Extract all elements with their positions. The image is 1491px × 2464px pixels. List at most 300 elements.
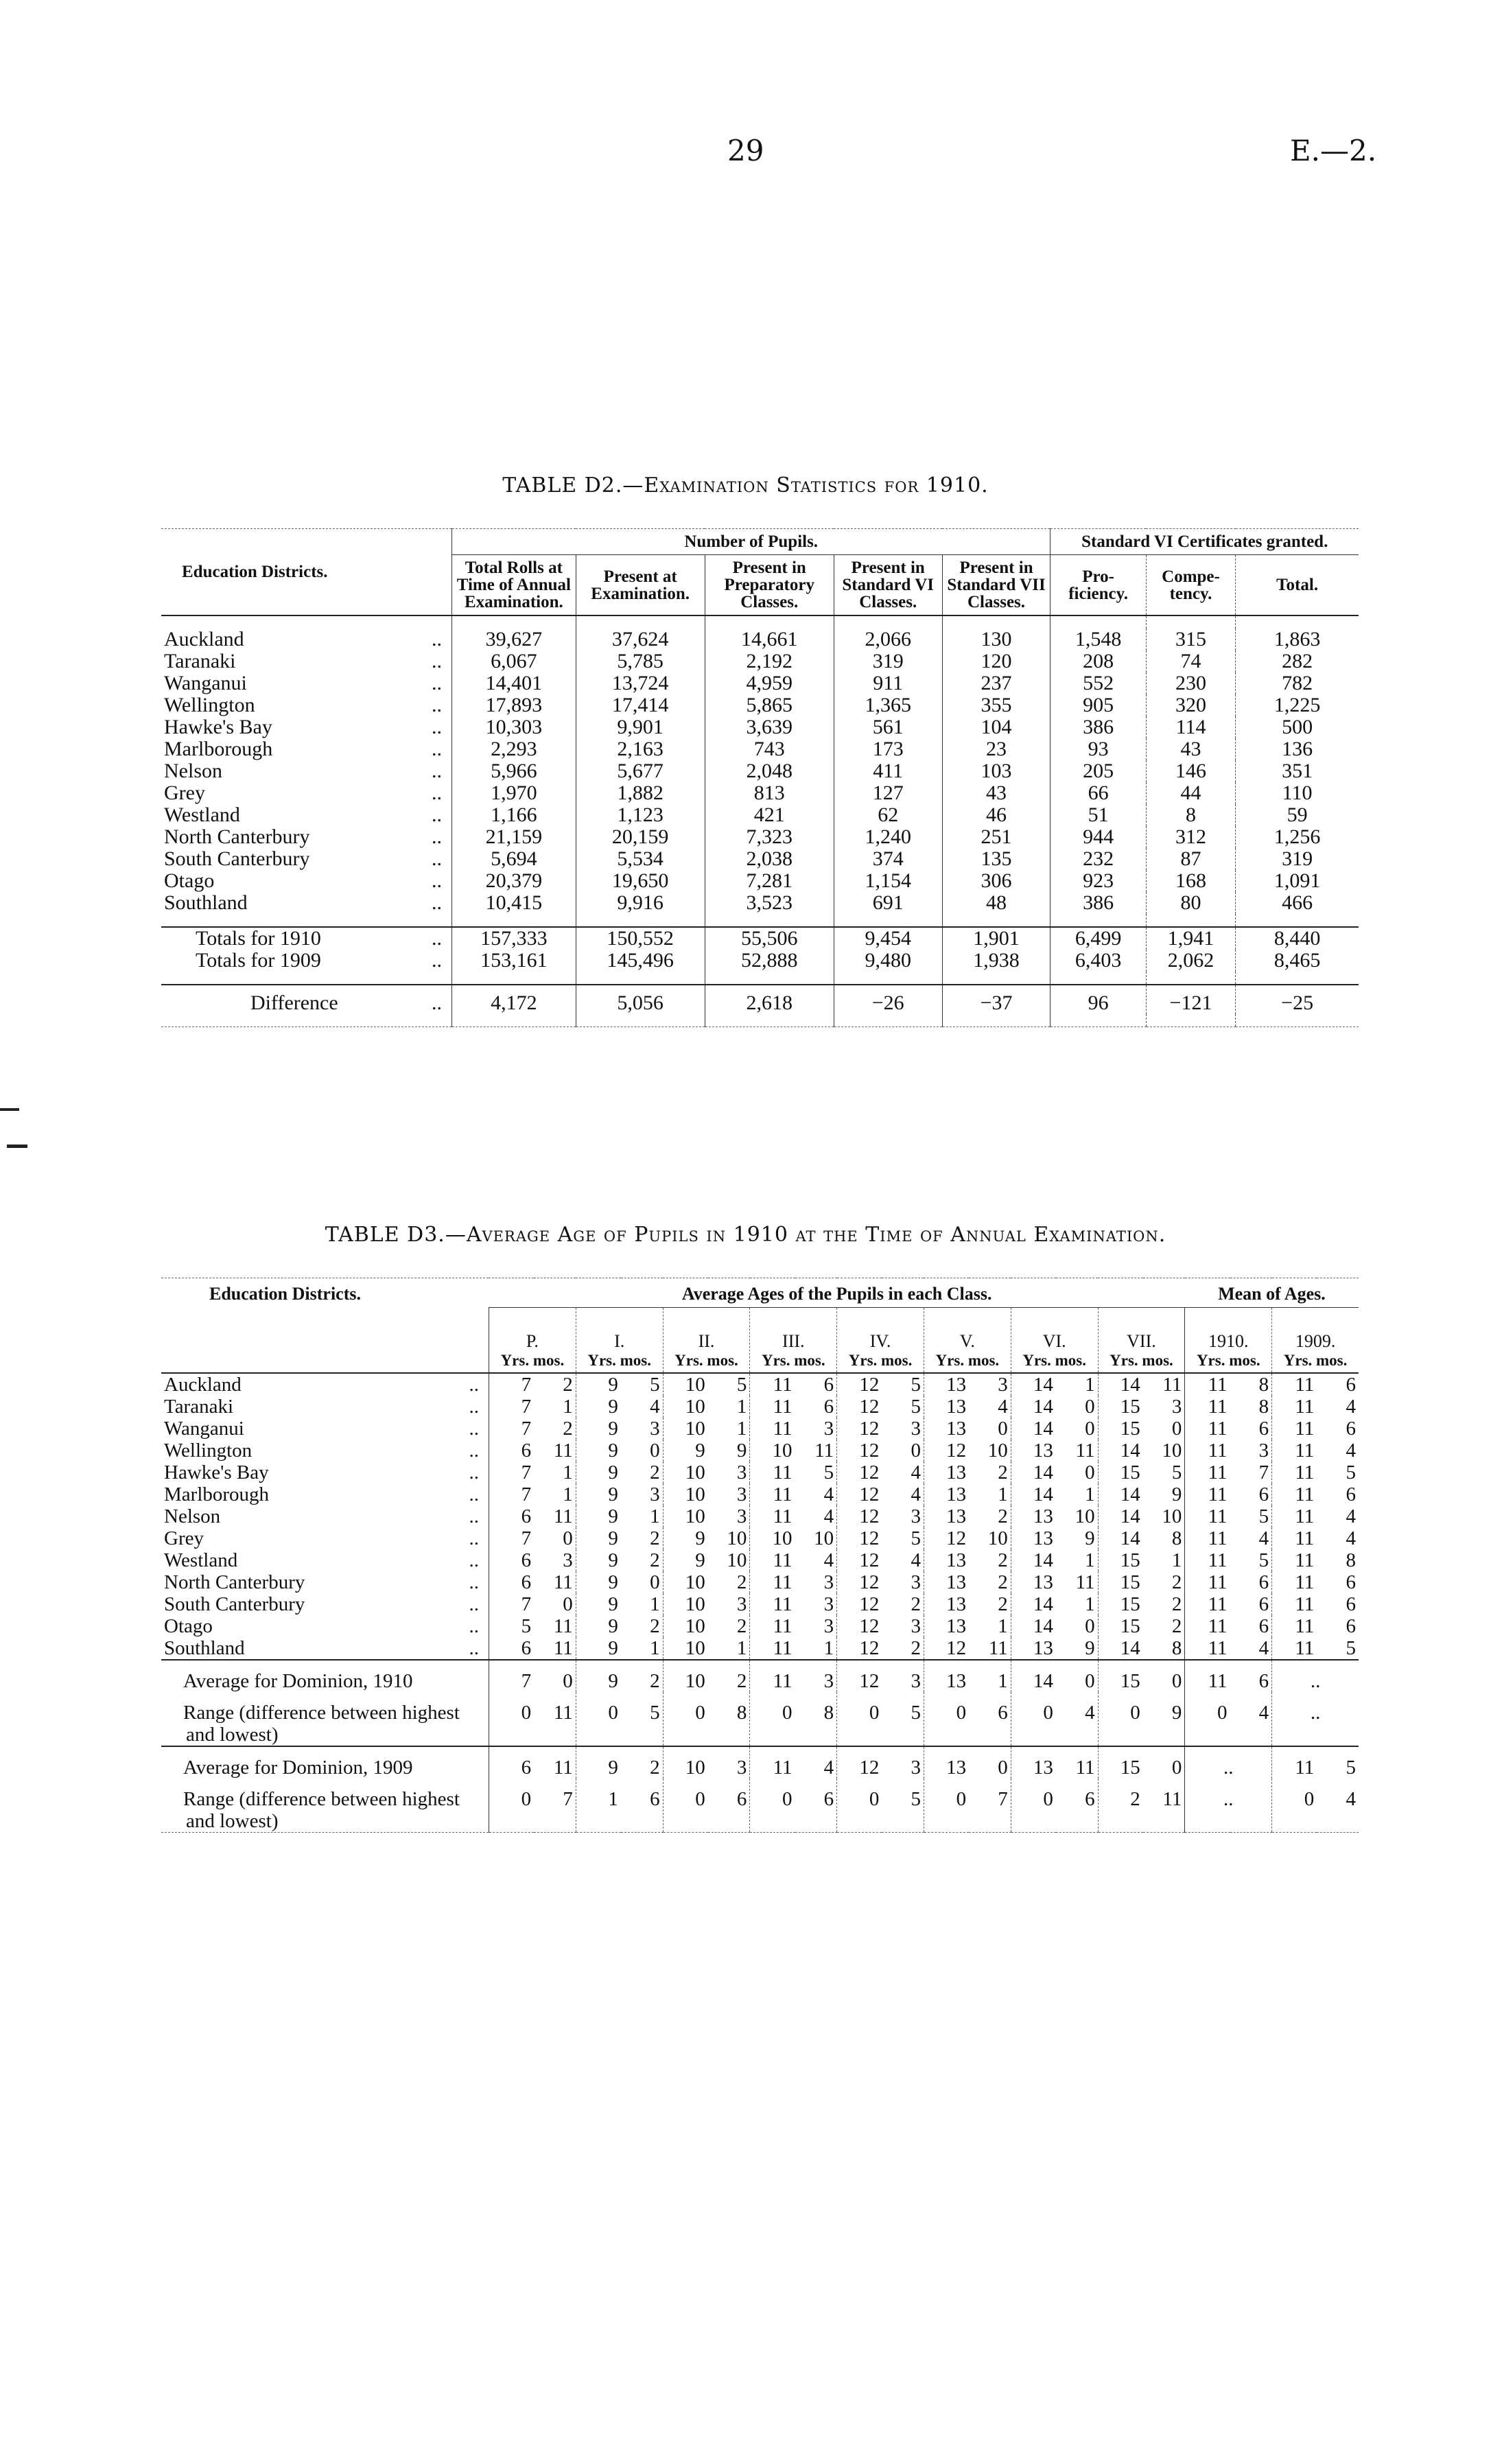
d2-header-proficiency: Pro-ficiency.	[1050, 555, 1146, 616]
d3-months: 1	[563, 1396, 573, 1418]
d2-district-name: South Canterbury	[164, 847, 310, 870]
d3-leader-dots: ..	[469, 1462, 479, 1483]
gap-cell	[942, 615, 1050, 629]
d3-years: 0	[750, 1779, 795, 1833]
d3-leader-dots: ..	[469, 1615, 479, 1637]
d3-body	[161, 1373, 1359, 1833]
d2-cell-prof: 51	[1050, 804, 1146, 826]
gap-cell	[705, 972, 834, 985]
d3-years: 10	[663, 1746, 708, 1779]
d3-years: 9	[576, 1660, 621, 1692]
d3-row	[161, 1462, 1359, 1483]
d3-months: 2	[708, 1660, 750, 1692]
d2-cell-rolls: 5,966	[452, 760, 576, 782]
d2-cell-comp: 1,941	[1146, 927, 1235, 950]
d3-class-label: VI.	[1042, 1331, 1066, 1351]
d2-leader-dots: ..	[432, 738, 443, 760]
d3-months: 0	[1085, 1462, 1095, 1483]
d3-months: 2	[563, 1418, 573, 1440]
d3-months: 3	[795, 1660, 837, 1692]
d2-cell-comp: 44	[1146, 782, 1235, 804]
d3-years: 12	[837, 1615, 882, 1637]
d3-years: 11	[1272, 1549, 1317, 1571]
d2-cell-prof: 232	[1050, 848, 1146, 870]
table-d2-caption-title: Examination Statistics for 1910.	[644, 473, 989, 497]
d2-cell-std6: 127	[834, 782, 942, 804]
d3-months: 4	[1346, 1505, 1356, 1527]
d3-months: 1	[998, 1483, 1008, 1505]
d2-cell-std7: 355	[942, 694, 1050, 716]
d3-years: 9	[576, 1549, 621, 1571]
d3-months: 9	[1171, 1483, 1182, 1505]
d3-months: 4	[998, 1396, 1008, 1418]
d3-years: 10	[663, 1637, 708, 1660]
d3-class-header	[576, 1308, 663, 1374]
d3-years: 14	[1098, 1527, 1143, 1549]
d3-months: 0	[998, 1418, 1008, 1440]
d3-summary-label: Average for Dominion, 1909	[161, 1746, 489, 1779]
d2-cell-present: 13,724	[576, 672, 705, 694]
d2-cell-comp: 87	[1146, 848, 1235, 870]
d2-cell-total: 1,091	[1236, 870, 1359, 892]
d3-years: 9	[576, 1440, 621, 1462]
d2-cell-std7: 1,901	[942, 927, 1050, 950]
d3-months: 2	[650, 1549, 660, 1571]
d2-header-competency: Compe-tency.	[1146, 555, 1235, 616]
d3-years: 11	[1272, 1373, 1317, 1396]
d3-years: 11	[1272, 1440, 1317, 1462]
d3-years: 10	[663, 1483, 708, 1505]
d2-cell-prof: 205	[1050, 760, 1146, 782]
d3-row	[161, 1418, 1359, 1440]
gap-cell	[1146, 914, 1235, 927]
d2-cell-std6: 691	[834, 892, 942, 914]
d3-years: 14	[1098, 1637, 1143, 1660]
d3-months: 4	[823, 1549, 834, 1571]
d3-months: 1	[969, 1660, 1011, 1692]
d3-header-districts: Education Districts.	[209, 1284, 361, 1304]
d3-months: 5	[911, 1396, 921, 1418]
d3-yrs-mos: Yrs. mos.	[1196, 1352, 1260, 1369]
d3-months: 7	[534, 1779, 576, 1833]
d3-class-header	[489, 1308, 576, 1374]
scan-mark-left-2	[7, 1145, 27, 1148]
d2-cell-present: 20,159	[576, 826, 705, 848]
d3-years: 0	[1098, 1692, 1143, 1746]
d3-years: 11	[1185, 1373, 1230, 1396]
d2-district-name: Grey	[164, 782, 205, 804]
d3-months: 9	[736, 1440, 747, 1462]
d3-district-name: Otago	[164, 1615, 213, 1637]
d3-years: 11	[1185, 1440, 1230, 1462]
d3-years: 13	[924, 1593, 969, 1615]
d2-district-cell	[161, 804, 452, 826]
d3-months: 2	[998, 1462, 1008, 1483]
d3-years: 9	[576, 1373, 621, 1396]
d2-cell-rolls: 17,893	[452, 694, 576, 716]
d3-months: 6	[1258, 1571, 1269, 1593]
d2-cell-prep: 421	[705, 804, 834, 826]
gap-cell	[1236, 615, 1359, 629]
d3-months: 8	[1171, 1637, 1182, 1659]
d2-cell-std6: 1,365	[834, 694, 942, 716]
d3-years: 9	[663, 1549, 708, 1571]
d3-months: 8	[1258, 1374, 1269, 1396]
d3-months: 0	[969, 1746, 1011, 1779]
d2-cell-std6: 561	[834, 716, 942, 738]
d3-months: 6	[1258, 1593, 1269, 1615]
d3-months: 11	[1056, 1746, 1098, 1779]
d2-cell-rolls: 153,161	[452, 950, 576, 972]
d3-months: 9	[1085, 1527, 1095, 1549]
d3-district-name: Westland	[164, 1549, 238, 1571]
d3-years: 12	[837, 1637, 882, 1660]
d2-cell-std6: 374	[834, 848, 942, 870]
d3-district-cell	[161, 1440, 489, 1462]
d3-class-label: IV.	[869, 1331, 891, 1351]
d3-months: 6	[1258, 1418, 1269, 1440]
gap-cell	[942, 972, 1050, 985]
d3-years: 7	[489, 1396, 534, 1418]
d3-months: 5	[1317, 1746, 1359, 1779]
d3-years: 13	[1011, 1746, 1056, 1779]
d2-cell-prof: 552	[1050, 672, 1146, 694]
d3-months: 6	[1346, 1483, 1356, 1505]
d3-months: 6	[1258, 1483, 1269, 1505]
d3-header-average-ages: Average Ages of the Pupils in each Class.	[489, 1278, 1184, 1308]
d3-years: 10	[663, 1505, 708, 1527]
d3-months: 2	[736, 1615, 747, 1637]
d3-yrs-mos: Yrs. mos.	[587, 1352, 651, 1369]
d2-cell-std7: 43	[942, 782, 1050, 804]
d2-cell-comp: 315	[1146, 629, 1235, 650]
d3-years: 13	[924, 1418, 969, 1440]
table-d3-caption-title: Average Age of Pupils in 1910 at the Time of Annual Examination.	[466, 1223, 1166, 1247]
d2-cell-total: 500	[1236, 716, 1359, 738]
d3-years: 12	[837, 1593, 882, 1615]
d2-cell-comp: 114	[1146, 716, 1235, 738]
d3-months: 11	[553, 1571, 573, 1593]
d3-months: 2	[911, 1637, 921, 1659]
d3-months: 0	[1085, 1615, 1095, 1637]
d3-months: 3	[736, 1505, 747, 1527]
d2-cell-comp: 230	[1146, 672, 1235, 694]
d2-cell-std7: 306	[942, 870, 1050, 892]
d3-years: 11	[750, 1615, 795, 1637]
gap-cell	[1236, 972, 1359, 985]
d2-cell-std7: 130	[942, 629, 1050, 650]
d3-years: 14	[1011, 1396, 1056, 1418]
d2-district-cell	[161, 760, 452, 782]
d3-years: 14	[1011, 1615, 1056, 1637]
d2-cell-std6: 9,480	[834, 950, 942, 972]
d3-months: 1	[563, 1483, 573, 1505]
d3-months: 5	[1171, 1462, 1182, 1483]
gap-cell	[834, 914, 942, 927]
d3-district-cell	[161, 1527, 489, 1549]
d2-district-name: Westland	[164, 803, 240, 826]
d3-months: 6	[621, 1779, 663, 1833]
table-d3	[161, 1278, 1359, 1833]
d2-body	[161, 615, 1359, 1027]
d3-months: 1	[1085, 1593, 1095, 1615]
d3-months: 2	[1171, 1593, 1182, 1615]
d3-years: 13	[924, 1549, 969, 1571]
d2-row	[161, 870, 1359, 892]
d2-district-cell	[161, 927, 452, 950]
d2-cell-rolls: 5,694	[452, 848, 576, 870]
d3-years: 11	[750, 1483, 795, 1505]
d3-months: 11	[988, 1637, 1008, 1659]
d2-district-cell	[161, 826, 452, 848]
d3-class-header	[924, 1308, 1011, 1374]
d3-years: 2	[1098, 1779, 1143, 1833]
gap-cell	[1146, 615, 1235, 629]
d3-leader-dots: ..	[469, 1483, 479, 1505]
d2-cell-rolls: 39,627	[452, 629, 576, 650]
gap-cell	[705, 615, 834, 629]
d3-months: 2	[998, 1571, 1008, 1593]
d3-months: 11	[1075, 1440, 1095, 1462]
d2-cell-prep: 2,038	[705, 848, 834, 870]
d2-cell-comp: 80	[1146, 892, 1235, 914]
d3-months: 2	[621, 1660, 663, 1692]
d3-months: 8	[736, 1702, 747, 1724]
d3-years: 6	[489, 1571, 534, 1593]
d3-district-cell	[161, 1373, 489, 1396]
d3-months: 3	[823, 1571, 834, 1593]
d3-months: 3	[736, 1593, 747, 1615]
d2-cell-present: 37,624	[576, 629, 705, 650]
d3-years: 11	[750, 1418, 795, 1440]
d3-months: 1	[1171, 1549, 1182, 1571]
table-d3-caption-prefix: TABLE D3.—	[325, 1223, 467, 1247]
d3-years: 12	[837, 1746, 882, 1779]
d2-header-std7: Present in Standard VII Classes.	[942, 555, 1050, 616]
d2-cell-prep: 743	[705, 738, 834, 760]
d3-months: 10	[1162, 1440, 1182, 1462]
d3-years: 11	[1272, 1571, 1317, 1593]
d3-years: 6	[489, 1746, 534, 1779]
d3-months: 2	[998, 1505, 1008, 1527]
d2-cell-std7: 104	[942, 716, 1050, 738]
d3-years: 11	[1185, 1462, 1230, 1483]
d2-cell-prep: 4,959	[705, 672, 834, 694]
d3-row	[161, 1571, 1359, 1593]
d3-years: 12	[837, 1571, 882, 1593]
d3-months: 0	[1171, 1418, 1182, 1440]
d3-years: 11	[1272, 1615, 1317, 1637]
d2-cell-prof: 944	[1050, 826, 1146, 848]
d3-row	[161, 1549, 1359, 1571]
d2-cell-total: 466	[1236, 892, 1359, 914]
d2-leader-dots: ..	[432, 628, 443, 650]
d3-years: 14	[1098, 1373, 1143, 1396]
d3-empty-dots: ..	[1272, 1692, 1359, 1746]
d2-cell-rolls: 20,379	[452, 870, 576, 892]
d3-years: 9	[576, 1615, 621, 1637]
d2-cell-std6: 911	[834, 672, 942, 694]
d3-months: 0	[563, 1527, 573, 1549]
d3-months: 2	[736, 1571, 747, 1593]
gap-cell	[705, 1014, 834, 1027]
d3-years: 0	[489, 1779, 534, 1833]
d2-cell-present: 150,552	[576, 927, 705, 950]
d3-years: 9	[576, 1462, 621, 1483]
d3-years: 12	[837, 1373, 882, 1396]
d2-cell-prof: 6,499	[1050, 927, 1146, 950]
d3-months: 4	[1317, 1779, 1359, 1833]
d3-years: 11	[1272, 1418, 1317, 1440]
d2-district-cell	[161, 985, 452, 1014]
d3-months: 11	[814, 1440, 834, 1462]
d2-cell-std7: 237	[942, 672, 1050, 694]
d3-years: 1	[576, 1779, 621, 1833]
d2-leader-dots: ..	[432, 992, 443, 1014]
d2-cell-std7: 135	[942, 848, 1050, 870]
d2-cell-rolls: 14,401	[452, 672, 576, 694]
d3-months: 0	[1143, 1660, 1185, 1692]
d3-months: 0	[650, 1571, 660, 1593]
d2-cell-prep: 5,865	[705, 694, 834, 716]
d3-district-cell	[161, 1505, 489, 1527]
d2-cell-std7: 120	[942, 650, 1050, 672]
d2-district-name: Otago	[164, 869, 215, 892]
d2-cell-rolls: 6,067	[452, 650, 576, 672]
gap-cell	[576, 914, 705, 927]
d3-months: 5	[1258, 1505, 1269, 1527]
d3-years: 0	[837, 1779, 882, 1833]
d2-cell-std7: 1,938	[942, 950, 1050, 972]
d3-months: 3	[1258, 1440, 1269, 1462]
d3-years: 13	[924, 1505, 969, 1527]
d3-months: 10	[727, 1527, 747, 1549]
d2-leader-dots: ..	[432, 650, 443, 672]
table-d2	[161, 528, 1359, 1027]
d2-header-present: Present at Examination.	[576, 555, 705, 616]
d2-cell-comp: 8	[1146, 804, 1235, 826]
d3-months: 3	[736, 1483, 747, 1505]
d3-months: 4	[795, 1746, 837, 1779]
d3-class-header	[750, 1308, 837, 1374]
d3-months: 3	[736, 1462, 747, 1483]
d2-cell-comp: 320	[1146, 694, 1235, 716]
d2-leader-dots: ..	[432, 847, 443, 870]
d2-cell-std6: 9,454	[834, 927, 942, 950]
d3-district-cell	[161, 1418, 489, 1440]
d2-cell-std6: 319	[834, 650, 942, 672]
d2-cell-total: 1,863	[1236, 629, 1359, 650]
d3-months: 3	[563, 1549, 573, 1571]
d3-row	[161, 1440, 1359, 1462]
d2-gap-mid	[161, 914, 1359, 927]
gap-cell	[161, 615, 452, 629]
d3-months: 3	[998, 1374, 1008, 1396]
d3-months: 5	[1346, 1637, 1356, 1659]
d3-months: 2	[650, 1462, 660, 1483]
d3-class-header	[837, 1308, 924, 1374]
d3-months: 2	[621, 1746, 663, 1779]
d2-cell-total: 1,256	[1236, 826, 1359, 848]
d3-years: 11	[1272, 1505, 1317, 1527]
d3-years: 12	[837, 1440, 882, 1462]
d3-months: 3	[708, 1746, 750, 1779]
d2-row	[161, 716, 1359, 738]
d3-years: 14	[1098, 1483, 1143, 1505]
d3-months: 1	[736, 1396, 747, 1418]
d3-months: 0	[1085, 1396, 1095, 1418]
d3-months: 3	[882, 1660, 924, 1692]
d3-row	[161, 1505, 1359, 1527]
d3-months: 5	[911, 1374, 921, 1396]
d3-years: 0	[924, 1779, 969, 1833]
d3-leader-dots: ..	[469, 1527, 479, 1549]
d3-months: 4	[1346, 1440, 1356, 1462]
d3-years: 10	[750, 1527, 795, 1549]
d3-years: 11	[1185, 1615, 1230, 1637]
d3-months: 9	[1171, 1702, 1182, 1724]
d3-years: 11	[750, 1660, 795, 1692]
d3-class-header	[1011, 1308, 1098, 1374]
d3-yrs-mos: Yrs. mos.	[500, 1352, 565, 1369]
d3-months: 3	[882, 1746, 924, 1779]
d3-years: 13	[924, 1615, 969, 1637]
d2-leader-dots: ..	[432, 891, 443, 914]
d3-years: 12	[837, 1396, 882, 1418]
d2-cell-std6: 1,240	[834, 826, 942, 848]
gap-cell	[1236, 1014, 1359, 1027]
d2-cell-prof: 386	[1050, 892, 1146, 914]
d3-months: 10	[987, 1440, 1008, 1462]
d3-years: 0	[663, 1779, 708, 1833]
d3-years: 13	[924, 1571, 969, 1593]
d3-years: 9	[576, 1505, 621, 1527]
d3-months: 6	[1056, 1779, 1098, 1833]
d3-years: 15	[1098, 1396, 1143, 1418]
d3-months: 1	[1085, 1549, 1095, 1571]
d3-yrs-mos: Yrs. mos.	[1110, 1352, 1173, 1369]
d2-cell-comp: 43	[1146, 738, 1235, 760]
d2-cell-present: 2,163	[576, 738, 705, 760]
d3-months: 11	[534, 1746, 576, 1779]
d2-leader-dots: ..	[432, 760, 443, 782]
d3-years: 13	[1011, 1637, 1056, 1660]
d2-leader-dots: ..	[432, 949, 443, 972]
d3-months: 6	[795, 1779, 837, 1833]
d3-class-label: I.	[614, 1331, 625, 1351]
d3-years: 7	[489, 1418, 534, 1440]
d3-summary-label: Average for Dominion, 1910	[161, 1660, 489, 1692]
table-d2-caption	[0, 473, 1491, 497]
d2-cell-std6: 173	[834, 738, 942, 760]
d3-years: 13	[924, 1483, 969, 1505]
d3-months: 7	[1258, 1462, 1269, 1483]
d3-years: 11	[1272, 1396, 1317, 1418]
d2-cell-total: 1,225	[1236, 694, 1359, 716]
d2-cell-present: 5,056	[576, 985, 705, 1014]
d3-district-name: Southland	[164, 1637, 245, 1659]
d2-district-name: Totals for 1910	[196, 927, 321, 950]
d2-row	[161, 848, 1359, 870]
d2-leader-dots: ..	[432, 803, 443, 826]
d3-summary-row	[161, 1746, 1359, 1779]
d2-total-row	[161, 927, 1359, 950]
d3-years: 11	[1185, 1505, 1230, 1527]
d2-cell-rolls: 1,166	[452, 804, 576, 826]
d2-leader-dots: ..	[432, 927, 443, 950]
d3-district-cell	[161, 1571, 489, 1593]
d2-cell-comp: −121	[1146, 985, 1235, 1014]
